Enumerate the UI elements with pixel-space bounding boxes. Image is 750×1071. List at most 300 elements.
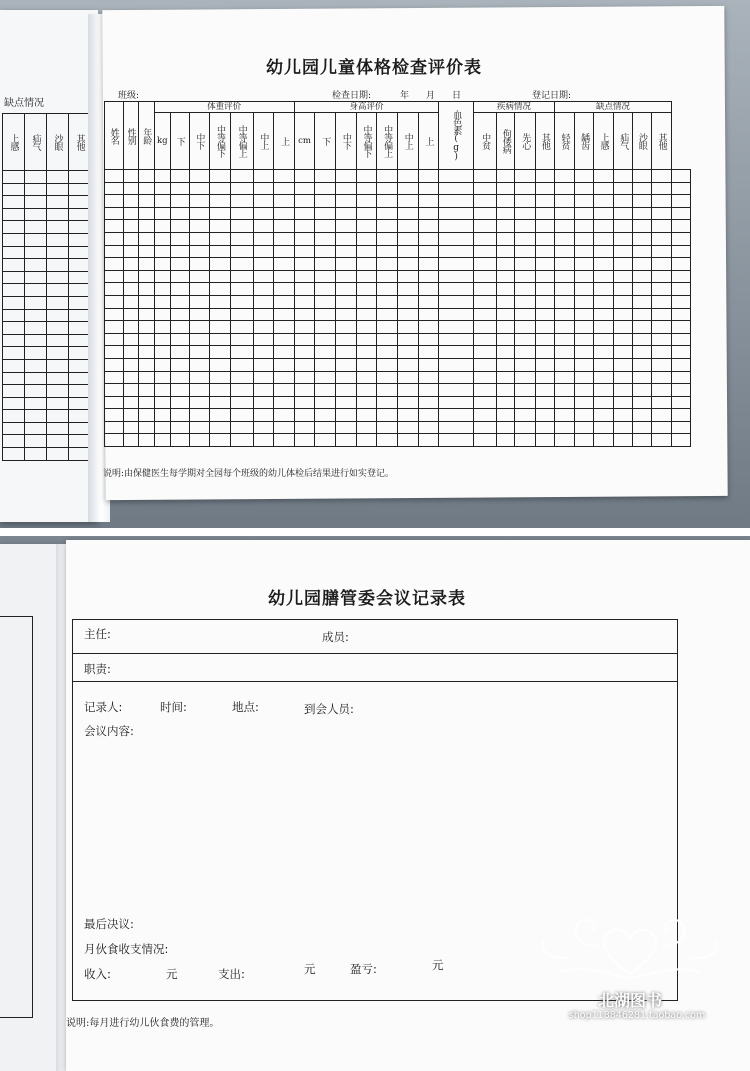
header-cell-label: 中下 [194,133,205,149]
blank-cell [230,409,253,422]
blank-cell [123,409,138,422]
header-cell-label: 疝气 [618,133,629,149]
blank-cell [171,396,190,409]
blank-cell [189,232,210,245]
blank-cell [294,396,315,409]
defect-col-header [593,113,614,170]
blank-cell [294,434,315,447]
header-cell-label: 先心 [520,133,531,149]
blank-cell [154,409,171,422]
blank-cell [439,371,474,384]
blank-cell [593,434,614,447]
blank-cell [154,358,171,371]
blank-cell [575,321,594,334]
blank-cell [474,245,497,258]
blank-cell [171,358,190,371]
blank-cell [356,409,377,422]
blank-cell [593,220,614,233]
blank-cell [25,410,47,423]
table-row [105,195,691,208]
shop-url: shop118846281.taobao.com [568,1010,706,1021]
blank-cell [154,371,171,384]
blank-cell [25,385,47,398]
disease-col-header [536,113,555,170]
blank-cell [210,170,231,183]
blank-cell [356,396,377,409]
blank-cell [336,170,357,183]
blank-cell [554,321,575,334]
blank-cell [651,232,672,245]
shop-name: 北湖图书 [597,991,662,1010]
blank-cell [614,283,633,296]
blank-cell [230,245,253,258]
blank-cell [496,245,515,258]
blank-cell [672,333,691,346]
blank-cell [614,346,633,359]
blank-cell [47,233,69,246]
blank-cell [294,409,315,422]
blank-cell [105,409,124,422]
blank-cell [274,258,295,271]
left-col-header-label: 其他 [74,134,85,150]
blank-cell [651,434,672,447]
blank-cell [593,170,614,183]
blank-cell [418,220,439,233]
blank-cell [672,308,691,321]
blank-cell [515,371,536,384]
blank-cell [536,258,555,271]
blank-cell [47,246,69,259]
blank-cell [377,384,398,397]
blank-cell [253,258,274,271]
blank-cell [253,434,274,447]
blank-cell [536,283,555,296]
weight-col-header [274,113,295,170]
blank-cell [536,333,555,346]
blank-cell [274,207,295,220]
blank-cell [593,195,614,208]
blank-cell [554,421,575,434]
blank-cell [554,220,575,233]
blank-cell [139,283,154,296]
blank-cell [672,421,691,434]
table-row [3,196,91,209]
blank-cell [253,346,274,359]
blank-cell [274,295,295,308]
blank-cell [210,232,231,245]
blank-cell [47,208,69,221]
blank-cell [397,346,418,359]
blank-cell [439,232,474,245]
blank-cell [614,396,633,409]
blank-cell [593,421,614,434]
blank-cell [105,258,124,271]
blank-cell [614,245,633,258]
blank-cell [336,308,357,321]
blank-cell [418,333,439,346]
col-gender-header [123,102,138,170]
table-row [3,246,91,259]
blank-cell [139,295,154,308]
blank-cell [614,182,633,195]
blank-cell [356,346,377,359]
blank-cell [139,358,154,371]
blank-cell [356,207,377,220]
blank-cell [139,308,154,321]
table-row [3,259,91,272]
blank-cell [356,258,377,271]
blank-cell [210,396,231,409]
blank-cell [672,295,691,308]
blank-cell [139,396,154,409]
blank-cell [515,245,536,258]
blank-cell [47,221,69,234]
blank-cell [496,434,515,447]
blank-cell [253,245,274,258]
blank-cell [593,182,614,195]
blank-cell [47,171,69,184]
blank-cell [439,207,474,220]
blank-cell [230,207,253,220]
blank-cell [274,283,295,296]
attendees-label: 到会人员: [304,702,354,716]
blank-cell [536,321,555,334]
blank-cell [171,346,190,359]
blank-cell [633,295,652,308]
blank-cell [496,371,515,384]
blank-cell [575,434,594,447]
blank-cell [123,308,138,321]
blank-cell [210,346,231,359]
blank-cell [47,422,69,435]
blank-cell [25,183,47,196]
blank-cell [377,207,398,220]
blank-cell [47,309,69,322]
blank-cell [633,170,652,183]
blank-cell [294,295,315,308]
class-label: 班级: [118,91,140,101]
blank-cell [377,321,398,334]
food-budget-label: 月伙食收支情况: [84,942,169,956]
blank-cell [536,232,555,245]
blank-cell [294,333,315,346]
table-row [105,396,691,409]
blank-cell [554,434,575,447]
blank-cell [356,195,377,208]
weight-col-header [230,113,253,170]
blank-cell [496,421,515,434]
blank-cell [593,409,614,422]
blank-cell [377,283,398,296]
blank-cell [139,220,154,233]
table-row [105,421,691,434]
blank-cell [154,384,171,397]
blank-cell [336,346,357,359]
blank-cell [593,232,614,245]
blank-cell [515,321,536,334]
blank-cell [210,409,231,422]
blank-cell [139,245,154,258]
blank-cell [418,270,439,283]
row-divider-2 [72,681,678,682]
blank-cell [418,195,439,208]
blank-cell [554,409,575,422]
blank-cell [154,232,171,245]
blank-cell [171,321,190,334]
blank-cell [123,220,138,233]
blank-cell [3,385,25,398]
blank-cell [253,358,274,371]
blank-cell [397,170,418,183]
blank-cell [633,207,652,220]
blank-cell [25,435,47,448]
blank-cell [536,270,555,283]
blank-cell [253,207,274,220]
balance-label: 盈亏: [350,962,377,976]
blank-cell [356,358,377,371]
blank-cell [25,397,47,410]
blank-cell [274,182,295,195]
defect-col-header [575,113,594,170]
blank-cell [105,170,124,183]
table-row [3,372,91,385]
blank-cell [230,396,253,409]
height-col-header [336,113,357,170]
blank-cell [274,170,295,183]
blank-cell [253,421,274,434]
blank-cell [496,258,515,271]
blank-cell [474,308,497,321]
blank-cell [253,321,274,334]
blank-cell [418,245,439,258]
blank-cell [575,308,594,321]
blank-cell [397,421,418,434]
blank-cell [123,346,138,359]
weight-col-header [154,113,171,170]
blank-cell [47,372,69,385]
blank-cell [439,346,474,359]
blank-cell [336,182,357,195]
blank-cell [614,232,633,245]
blank-cell [633,396,652,409]
blank-cell [47,435,69,448]
blank-cell [672,346,691,359]
table-row [3,448,91,461]
blank-cell [397,182,418,195]
blank-cell [474,283,497,296]
blank-cell [253,232,274,245]
blank-cell [575,358,594,371]
blank-cell [294,245,315,258]
blank-cell [418,295,439,308]
blank-cell [536,409,555,422]
blank-cell [397,270,418,283]
blank-cell [3,422,25,435]
blank-cell [397,396,418,409]
blank-cell [189,308,210,321]
blank-cell [253,295,274,308]
blank-cell [47,183,69,196]
blank-cell [377,371,398,384]
blank-cell [397,358,418,371]
blank-cell [614,207,633,220]
left-page-bottom-frame [0,616,33,1018]
blank-cell [515,270,536,283]
blank-cell [189,270,210,283]
blank-cell [210,321,231,334]
blank-cell [139,232,154,245]
blank-cell [377,421,398,434]
blank-cell [377,270,398,283]
table-row [105,346,691,359]
table-row [105,232,691,245]
disease-group-header [474,102,554,113]
blank-cell [47,410,69,423]
row-divider-1 [72,653,678,654]
blank-cell [139,434,154,447]
blank-cell [25,221,47,234]
blank-cell [515,195,536,208]
blank-cell [672,396,691,409]
blank-cell [496,295,515,308]
blank-cell [474,396,497,409]
blank-cell [123,207,138,220]
blank-cell [3,372,25,385]
blank-cell [154,434,171,447]
blank-cell [171,220,190,233]
blank-cell [189,358,210,371]
blank-cell [3,309,25,322]
blank-cell [47,259,69,272]
blank-cell [189,170,210,183]
blank-cell [439,295,474,308]
blank-cell [253,409,274,422]
blank-cell [474,384,497,397]
blank-cell [3,196,25,209]
left-col-header-label: 上感 [8,134,19,150]
blank-cell [315,220,336,233]
blank-cell [474,220,497,233]
blank-cell [515,207,536,220]
left-col-header-label: 沙眼 [52,134,63,150]
income-unit: 元 [166,967,178,981]
table-row [105,245,691,258]
blank-cell [189,371,210,384]
blank-cell [554,384,575,397]
blank-cell [397,308,418,321]
blank-cell [210,283,231,296]
table-row [3,233,91,246]
form-note: 说明:由保健医生每学期对全园每个班级的幼儿体检后结果进行如实登记。 [103,469,395,479]
blank-cell [377,409,398,422]
blank-cell [25,259,47,272]
blank-cell [593,384,614,397]
blank-cell [593,308,614,321]
blank-cell [554,182,575,195]
left-col-header-label: 疝气 [30,134,41,150]
header-cell-label: 龋齿 [579,133,590,149]
blank-cell [3,347,25,360]
blank-cell [418,409,439,422]
blank-cell [171,258,190,271]
blank-cell [171,409,190,422]
blank-cell [189,333,210,346]
blank-cell [397,232,418,245]
blank-cell [397,409,418,422]
table-row [105,182,691,195]
recorder-label: 记录人: [84,700,123,714]
blank-cell [123,182,138,195]
bottom-photo [0,536,750,1071]
blank-cell [336,283,357,296]
blank-cell [515,346,536,359]
blank-cell [315,245,336,258]
blank-cell [154,220,171,233]
blank-cell [189,295,210,308]
blank-cell [496,308,515,321]
header-cell-label: 中上 [258,133,269,149]
blank-cell [614,358,633,371]
blank-cell [496,333,515,346]
blank-cell [336,258,357,271]
height-col-header [377,113,398,170]
blank-cell [515,295,536,308]
blank-cell [315,308,336,321]
blank-cell [154,245,171,258]
header-cell-label: 中上 [402,133,413,149]
blank-cell [123,358,138,371]
table-row [105,308,691,321]
blank-cell [230,358,253,371]
blank-cell [633,409,652,422]
blank-cell [294,220,315,233]
blank-cell [593,283,614,296]
height-group-header [294,102,438,113]
blank-cell [474,170,497,183]
table-row [3,397,91,410]
blank-cell [536,245,555,258]
blank-cell [123,195,138,208]
blank-cell [139,207,154,220]
blank-cell [25,334,47,347]
table-row [3,171,91,184]
blank-cell [47,322,69,335]
blank-cell [253,283,274,296]
blank-cell [336,195,357,208]
blank-cell [105,421,124,434]
blank-cell [614,170,633,183]
blank-cell [672,283,691,296]
blank-cell [230,182,253,195]
table-row [105,333,691,346]
blank-cell [154,321,171,334]
blank-cell [230,346,253,359]
blank-cell [315,396,336,409]
blank-cell [418,371,439,384]
header-cell-label: 中贫 [480,133,491,149]
col-name-header [105,102,124,170]
blank-cell [377,245,398,258]
blank-cell [105,396,124,409]
blank-cell [123,258,138,271]
blank-cell [672,220,691,233]
blank-cell [474,182,497,195]
blank-cell [633,220,652,233]
blank-cell [139,270,154,283]
blank-cell [230,220,253,233]
table-row [105,170,691,183]
blank-cell [554,308,575,321]
